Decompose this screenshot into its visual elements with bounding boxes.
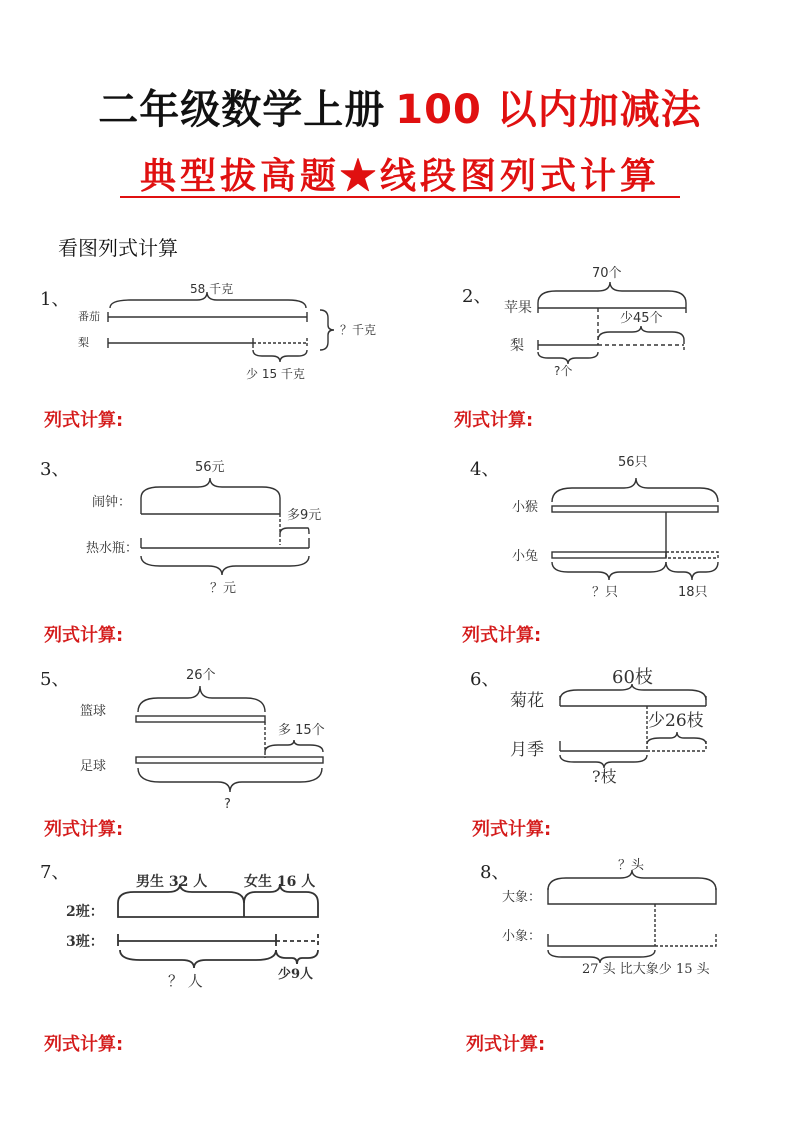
p7-row1-segment	[118, 903, 318, 917]
p5-diff-label: 多 15个	[278, 723, 325, 738]
p1-total-label: 58 千克	[190, 282, 234, 296]
p8-total-label: ？头	[618, 858, 645, 873]
p5-unknown-label: ?	[224, 797, 231, 812]
p1-row2-label: 梨	[78, 336, 89, 349]
p3-diff-label: 多9元	[287, 508, 322, 523]
p5-bottom-brace	[138, 768, 322, 792]
p1-row1-label: 番茄	[78, 310, 100, 323]
p7-part1-label: 男生 32 人	[136, 874, 208, 890]
problem-8-number: 8、	[480, 862, 510, 883]
p8-row1-label: 大象：	[502, 890, 542, 905]
p1-row1-segment	[108, 312, 307, 322]
p7-row2-dashed	[276, 934, 318, 946]
p5-total-label: 26个	[186, 668, 216, 683]
p5-row2-bar	[136, 757, 323, 763]
p8-bottom-label: 27 头 比大象少 15 头	[582, 962, 710, 977]
p5-diff-brace	[265, 740, 323, 752]
p8-row1-segment	[548, 888, 716, 904]
p3-diff-brace	[280, 528, 309, 534]
diagram-5	[80, 668, 325, 812]
diagram-7	[66, 873, 318, 990]
p4-unknown-label: ？只	[592, 585, 619, 600]
problem-3-number: 3、	[40, 459, 70, 480]
problem-6-number: 6、	[470, 669, 500, 690]
problem-4-number: 4、	[470, 459, 500, 480]
answer-label-3: 列式计算:	[44, 625, 124, 646]
p6-row2-label: 月季	[510, 740, 544, 760]
p7-row2-label: 3班：	[66, 934, 104, 950]
p5-top-brace	[138, 686, 265, 712]
p6-row1-segment	[560, 696, 706, 706]
p2-row2-label: 梨	[510, 338, 524, 354]
diagram-4	[512, 455, 718, 600]
p1-side-brace	[320, 310, 334, 350]
p1-row2-segment	[108, 338, 253, 348]
p1-bottom-brace	[253, 350, 307, 362]
answer-label-2: 列式计算:	[454, 410, 534, 431]
p1-row2-dashed	[253, 338, 307, 348]
p8-top-brace	[548, 870, 716, 890]
p4-bottom-brace-left	[552, 562, 666, 580]
title-red: 100 以内加减法	[395, 87, 702, 133]
p4-row1-bar	[552, 506, 718, 512]
p4-row2-label: 小兔	[512, 549, 539, 564]
p2-row2-dashed	[598, 340, 684, 350]
p5-row1-label: 篮球	[80, 704, 107, 719]
p3-top-brace	[141, 478, 280, 498]
page-subtitle: 典型拔高题★线段图列式计算	[139, 155, 660, 197]
p3-row1-segment	[141, 498, 280, 514]
answer-label-8: 列式计算:	[466, 1034, 546, 1055]
p8-row2-segment	[548, 934, 655, 946]
p7-diff-label: 少9人	[278, 967, 314, 982]
p7-row2-segment	[118, 934, 276, 946]
p1-diff-label: 少 15 千克	[246, 367, 305, 381]
p2-total-label: 70个	[592, 266, 622, 281]
p6-top-brace	[560, 684, 706, 700]
p6-total-label: 60枝	[612, 667, 653, 688]
p2-row2-segment	[538, 340, 598, 350]
p3-bottom-brace	[141, 556, 309, 575]
p3-total-label: 56元	[195, 460, 225, 475]
problem-2-number: 2、	[462, 286, 492, 307]
p3-row1-label: 闹钟：	[92, 495, 132, 510]
p2-top-brace	[538, 282, 686, 303]
p6-row1-label: 菊花	[510, 691, 544, 711]
p1-top-brace	[110, 292, 306, 308]
p6-unknown-label: ?枝	[592, 767, 617, 786]
p2-diff-brace	[598, 326, 684, 340]
p2-row1-label: 苹果	[504, 300, 532, 316]
answer-label-7: 列式计算:	[44, 1034, 124, 1055]
p4-top-brace	[552, 478, 718, 502]
p3-row2-segment	[141, 538, 309, 548]
diagram-3	[86, 460, 321, 596]
p2-row1-segment	[538, 303, 686, 313]
diagram-8	[502, 857, 716, 977]
p8-row2-dashed	[655, 934, 716, 946]
p4-row1-label: 小猴	[512, 500, 539, 515]
p4-row2-bar	[552, 552, 666, 558]
section-title: 看图列式计算	[58, 236, 178, 260]
p6-row2-dashed	[647, 741, 706, 751]
diagram-1	[78, 282, 376, 381]
title-black: 二年级数学上册	[98, 87, 386, 133]
p4-diff-label: 18只	[678, 585, 708, 600]
p5-row2-label: 足球	[80, 759, 107, 774]
diagram-2	[504, 266, 686, 378]
p8-row2-label: 小象：	[502, 929, 542, 944]
p4-bottom-brace-right	[666, 562, 718, 580]
p7-unknown-label: ？ 人	[168, 972, 203, 990]
answer-label-6: 列式计算:	[472, 819, 552, 840]
p1-side-label: ？千克	[340, 323, 377, 337]
p3-row2-label: 热水瓶：	[86, 541, 139, 556]
p3-unknown-label: ？元	[210, 581, 237, 596]
answer-label-4: 列式计算:	[462, 625, 542, 646]
p7-part2-label: 女生 16 人	[244, 874, 316, 890]
p2-diff-label: 少45个	[620, 311, 663, 326]
p7-bottom-brace	[120, 950, 276, 968]
problem-5-number: 5、	[40, 669, 70, 690]
answer-label-5: 列式计算:	[44, 819, 124, 840]
problem-7-number: 7、	[40, 862, 70, 883]
p4-row2-dashed	[666, 552, 718, 558]
p6-row2-segment	[560, 741, 647, 751]
answer-label-1: 列式计算:	[44, 410, 124, 431]
problem-1-number: 1、	[40, 289, 70, 310]
p5-row1-bar	[136, 716, 265, 722]
p2-unknown-label: ?个	[554, 364, 573, 378]
p2-bottom-brace	[538, 352, 598, 364]
p6-diff-brace	[647, 732, 706, 744]
diagram-6	[510, 667, 706, 786]
p7-diff-brace	[276, 950, 318, 964]
p6-diff-label: 少26枝	[648, 711, 704, 731]
p7-row1-label: 2班：	[66, 904, 104, 920]
p4-total-label: 56只	[618, 455, 648, 470]
